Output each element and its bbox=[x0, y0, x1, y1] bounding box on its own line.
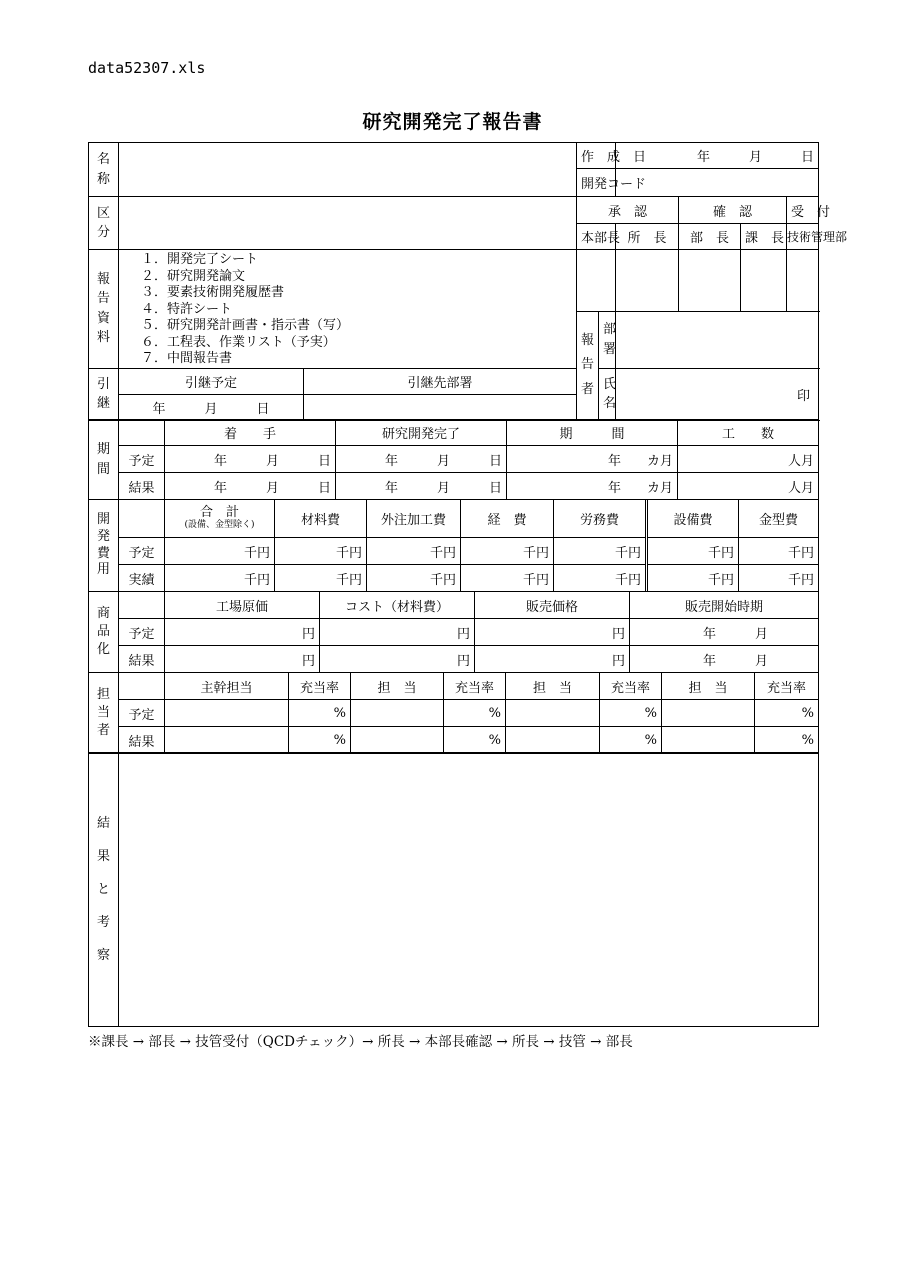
reporter-label: 報 告 者 bbox=[577, 312, 599, 421]
honbucho-label: 本部長 bbox=[577, 224, 616, 250]
cost-actual-cell[interactable]: 千円 bbox=[739, 565, 819, 592]
result-field[interactable] bbox=[119, 753, 819, 1027]
plan-effort-field[interactable]: 人月 bbox=[678, 446, 819, 473]
created-date-field[interactable]: 年 月 日 bbox=[616, 143, 819, 169]
cost-actual-cell[interactable]: 千円 bbox=[165, 565, 275, 592]
cost-actual-cell[interactable]: 千円 bbox=[647, 565, 739, 592]
commercial-label: 商 品 化 bbox=[89, 592, 119, 673]
cost-actual-cell[interactable]: 千円 bbox=[554, 565, 647, 592]
cost-header: 材料費 bbox=[275, 500, 367, 538]
cost-header: 金型費 bbox=[739, 500, 819, 538]
plan-end-field[interactable]: 年 月 日 bbox=[336, 446, 507, 473]
staff-rate-cell[interactable]: % bbox=[600, 727, 662, 754]
page-title: 研究開発完了報告書 bbox=[362, 111, 543, 133]
cost-actual-cell[interactable]: 千円 bbox=[461, 565, 554, 592]
cost-plan-cell[interactable]: 千円 bbox=[739, 538, 819, 565]
staff-name-cell[interactable] bbox=[165, 700, 289, 727]
staff-rate-cell[interactable]: % bbox=[755, 727, 819, 754]
staff-table bbox=[88, 672, 819, 754]
row-label: 予定 bbox=[119, 700, 165, 727]
row-label: 実績 bbox=[119, 565, 165, 592]
staff-header: 担 当 bbox=[351, 673, 444, 700]
dept-label: 部 署 bbox=[599, 312, 616, 369]
seal-mark: 印 bbox=[797, 388, 811, 404]
sale-price-result[interactable]: 円 bbox=[475, 646, 630, 673]
cost-header: 外注加工費 bbox=[367, 500, 461, 538]
result-end-field[interactable]: 年 月 日 bbox=[336, 473, 507, 500]
gijutsu-label: 技術管理部 bbox=[787, 224, 819, 250]
person-label: 氏 名 bbox=[599, 368, 616, 420]
staff-name-cell[interactable] bbox=[165, 727, 289, 754]
cost-header: 労務費 bbox=[554, 500, 647, 538]
staff-rate-cell[interactable]: % bbox=[444, 727, 506, 754]
commercial-corner bbox=[119, 592, 165, 619]
row-label: 結果 bbox=[119, 727, 165, 754]
kacho-stamp[interactable] bbox=[741, 250, 787, 312]
shocho-label: 所 長 bbox=[616, 224, 679, 250]
dept-field[interactable] bbox=[616, 312, 819, 369]
staff-header: 充当率 bbox=[289, 673, 351, 700]
factory-cost-result[interactable]: 円 bbox=[165, 646, 320, 673]
period-corner bbox=[119, 420, 165, 446]
handover-dest-field[interactable] bbox=[304, 394, 577, 420]
material-cost-plan[interactable]: 円 bbox=[320, 619, 475, 646]
report-item: １．開発完了シート bbox=[141, 252, 259, 267]
sale-start-plan[interactable]: 年 月 bbox=[630, 619, 819, 646]
honbucho-stamp[interactable] bbox=[577, 250, 616, 312]
period-header: 期 間 bbox=[507, 420, 678, 446]
result-start-field[interactable]: 年 月 日 bbox=[165, 473, 336, 500]
staff-rate-cell[interactable]: % bbox=[444, 700, 506, 727]
code-label: 開発コード bbox=[577, 169, 616, 197]
person-field[interactable] bbox=[616, 368, 819, 420]
handover-date-field[interactable]: 年 月 日 bbox=[119, 394, 304, 420]
staff-header: 担 当 bbox=[506, 673, 600, 700]
report-item: ４．特許シート bbox=[141, 301, 233, 317]
period-header: 研究開発完了 bbox=[336, 420, 507, 446]
file-name: data52307.xls bbox=[88, 59, 206, 77]
handover-label: 引 継 bbox=[89, 368, 119, 420]
gijutsu-stamp[interactable] bbox=[787, 250, 819, 312]
receive-label: 受 付 bbox=[787, 197, 819, 224]
bucho-label: 部 長 bbox=[679, 224, 741, 250]
staff-label: 担 当 者 bbox=[89, 673, 119, 754]
cost-header: 設備費 bbox=[647, 500, 739, 538]
name-field[interactable] bbox=[119, 143, 577, 197]
cost-plan-cell[interactable]: 千円 bbox=[554, 538, 647, 565]
result-effort-field[interactable]: 人月 bbox=[678, 473, 819, 500]
cost-label: 開 発 費 用 bbox=[89, 500, 119, 592]
staff-name-cell[interactable] bbox=[662, 727, 755, 754]
staff-header: 担 当 bbox=[662, 673, 755, 700]
sale-price-plan[interactable]: 円 bbox=[475, 619, 630, 646]
staff-rate-cell[interactable]: % bbox=[755, 700, 819, 727]
confirm-label: 確 認 bbox=[679, 197, 787, 224]
report-item: ６．工程表、作業リスト（予実） bbox=[141, 334, 336, 350]
staff-name-cell[interactable] bbox=[506, 727, 600, 754]
handover-dest-label: 引継先部署 bbox=[304, 368, 577, 394]
row-label: 予定 bbox=[119, 538, 165, 565]
staff-name-cell[interactable] bbox=[662, 700, 755, 727]
cost-total-header: 合 計 (設備、金型除く) bbox=[165, 500, 275, 538]
row-label: 結果 bbox=[119, 646, 165, 673]
handover-plan-label: 引継予定 bbox=[119, 368, 304, 394]
cost-plan-cell[interactable]: 千円 bbox=[647, 538, 739, 565]
staff-corner bbox=[119, 673, 165, 700]
factory-cost-plan[interactable]: 円 bbox=[165, 619, 320, 646]
commercial-table bbox=[88, 591, 819, 673]
plan-span-field[interactable]: 年 カ月 bbox=[507, 446, 678, 473]
commercial-header: 販売価格 bbox=[475, 592, 630, 619]
commercial-header: 工場原価 bbox=[165, 592, 320, 619]
cost-corner bbox=[119, 500, 165, 538]
approval-flow-note: ※課長 → 部長 → 技管受付（QCDチェック）→ 所長 → 本部長確認 → 所長 → 技管 → 部長 bbox=[88, 1034, 633, 1050]
period-header: 着 手 bbox=[165, 420, 336, 446]
cost-actual-cell[interactable]: 千円 bbox=[367, 565, 461, 592]
kubun-field[interactable] bbox=[119, 197, 577, 250]
plan-start-field[interactable]: 年 月 日 bbox=[165, 446, 336, 473]
cost-plan-cell[interactable]: 千円 bbox=[461, 538, 554, 565]
cost-header: 経 費 bbox=[461, 500, 554, 538]
row-label: 結果 bbox=[119, 473, 165, 500]
cost-plan-cell[interactable]: 千円 bbox=[367, 538, 461, 565]
staff-name-cell[interactable] bbox=[506, 700, 600, 727]
row-label: 予定 bbox=[119, 446, 165, 473]
cost-actual-cell[interactable]: 千円 bbox=[275, 565, 367, 592]
sale-start-result[interactable]: 年 月 bbox=[630, 646, 819, 673]
period-table bbox=[88, 419, 819, 500]
staff-rate-cell[interactable]: % bbox=[289, 700, 351, 727]
report-label: 報 告 資 料 bbox=[89, 250, 119, 369]
staff-name-cell[interactable] bbox=[351, 700, 444, 727]
staff-header: 充当率 bbox=[755, 673, 819, 700]
staff-name-cell[interactable] bbox=[351, 727, 444, 754]
cost-plan-cell[interactable]: 千円 bbox=[275, 538, 367, 565]
report-materials-list bbox=[119, 250, 577, 369]
name-label: 名 称 bbox=[89, 143, 119, 197]
cost-table bbox=[88, 499, 819, 592]
material-cost-result[interactable]: 円 bbox=[320, 646, 475, 673]
result-span-field[interactable]: 年 カ月 bbox=[507, 473, 678, 500]
created-label: 作 成 日 bbox=[577, 143, 616, 169]
staff-header: 主幹担当 bbox=[165, 673, 289, 700]
report-item: ２．研究開発論文 bbox=[141, 268, 246, 284]
commercial-header: 販売開始時期 bbox=[630, 592, 819, 619]
report-item: ３．要素技術開発履歴書 bbox=[141, 285, 285, 300]
staff-rate-cell[interactable]: % bbox=[600, 700, 662, 727]
header-table bbox=[88, 142, 848, 421]
period-label: 期 間 bbox=[89, 420, 119, 500]
bucho-stamp[interactable] bbox=[679, 250, 741, 312]
result-table bbox=[88, 752, 819, 1027]
report-item: ５．研究開発計画書・指示書（写） bbox=[141, 318, 350, 333]
commercial-header: コスト（材料費） bbox=[320, 592, 475, 619]
cost-plan-cell[interactable]: 千円 bbox=[165, 538, 275, 565]
period-header: 工 数 bbox=[678, 420, 819, 446]
result-label: 結 果 と 考 察 bbox=[89, 753, 119, 1027]
approve-label: 承 認 bbox=[577, 197, 679, 224]
report-item: ７．中間報告書 bbox=[141, 351, 233, 366]
staff-rate-cell[interactable]: % bbox=[289, 727, 351, 754]
staff-header: 充当率 bbox=[600, 673, 662, 700]
shocho-stamp[interactable] bbox=[616, 250, 679, 312]
kacho-label: 課 長 bbox=[741, 224, 787, 250]
kubun-label: 区 分 bbox=[89, 197, 119, 250]
staff-header: 充当率 bbox=[444, 673, 506, 700]
row-label: 予定 bbox=[119, 619, 165, 646]
